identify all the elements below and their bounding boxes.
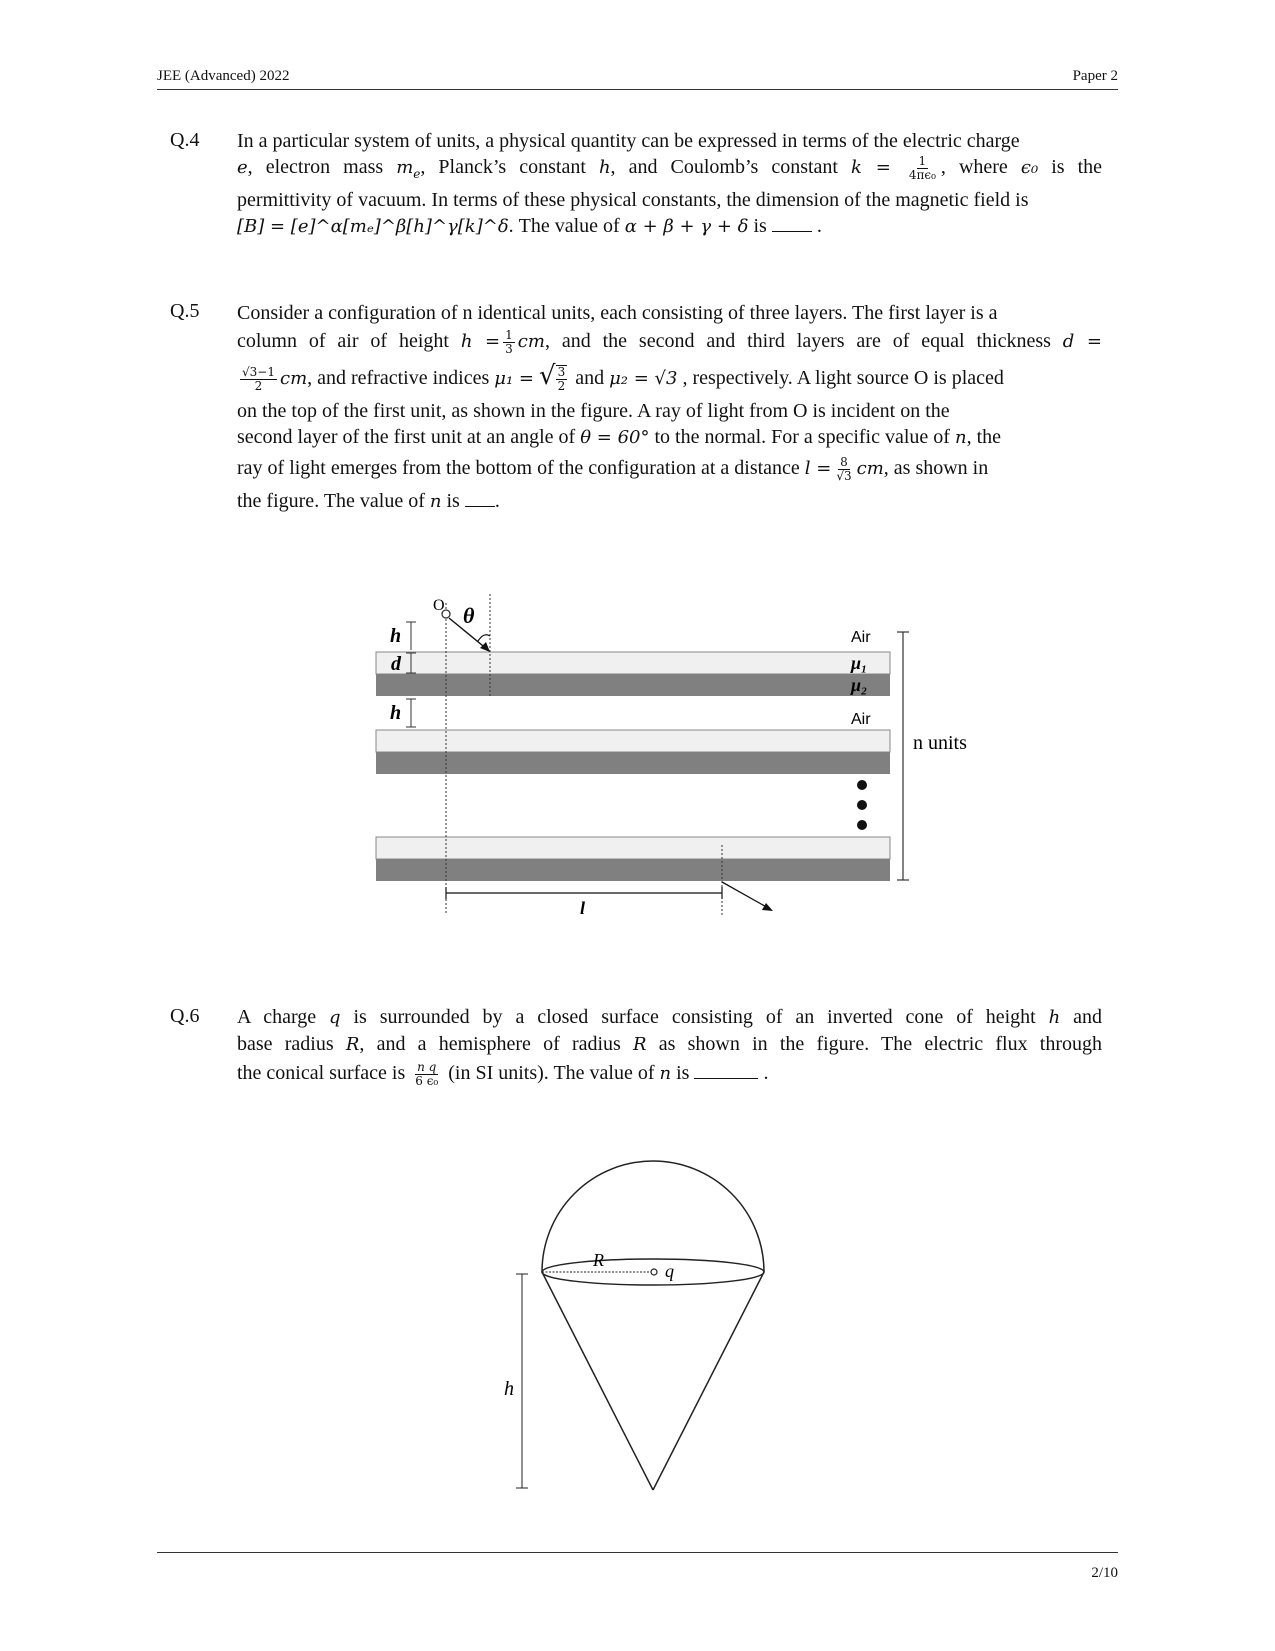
q6-number: Q.6: [170, 1005, 200, 1027]
q6-h: h: [1048, 1007, 1061, 1028]
q5-t3f: , respectively. A light source O is placed: [677, 367, 1004, 389]
q4-t2k: is the: [1038, 156, 1103, 178]
label-h1: h: [390, 625, 402, 647]
q6-flux-num: n q: [417, 1059, 437, 1074]
q5-mu2: μ₂ = √3: [609, 368, 678, 389]
q5-l: l =: [804, 458, 832, 480]
q5-cm-3: cm: [856, 458, 884, 480]
q5-t6d: , as shown in: [883, 457, 989, 480]
q5-t3b: , and refractive indices: [307, 367, 495, 389]
cone-left-edge: [542, 1272, 653, 1490]
q4-t4d: is: [748, 215, 772, 237]
q5-cm-2: cm: [279, 368, 308, 389]
q5-theta: θ = 60°: [580, 427, 650, 449]
q5-sqrt-sign: √: [539, 361, 556, 391]
q5-mu1: μ₁ =: [494, 368, 534, 389]
q4-h: h: [598, 157, 611, 178]
label-h2: h: [390, 702, 402, 724]
q6-R-1: R: [345, 1034, 360, 1055]
hemisphere-outline: [542, 1161, 764, 1272]
q5-t7a: the figure. The value of: [237, 490, 430, 513]
q5-h-den: 3: [505, 341, 513, 356]
charge-point: [651, 1269, 657, 1275]
q4-eps: ϵ₀: [1020, 157, 1039, 178]
q5-line-1: Consider a configuration of n identical units, each consisting of three layers. The first layer is a: [237, 302, 998, 324]
q5-number: Q.5: [170, 300, 200, 322]
q4-line-3: permittivity of vacuum. In terms of these physical constants, the dimension of the magnetic field is: [237, 189, 1029, 211]
q5-t2a: column of air of height: [237, 330, 461, 352]
cone-right-edge: [653, 1272, 764, 1490]
label-O: O: [433, 597, 445, 614]
q4-sum: α + β + γ + δ: [624, 216, 749, 237]
label-air-2: Air: [851, 711, 871, 728]
q5-d: d =: [1062, 331, 1102, 352]
label-l: l: [580, 898, 586, 918]
q5-l-den: √3: [836, 469, 852, 484]
label-R: R: [593, 1250, 604, 1270]
q4-t2g: , and Coulomb’s constant: [610, 156, 852, 178]
q5-t5e: , the: [966, 426, 1001, 449]
q6-t3d: is: [671, 1062, 695, 1084]
q6-t3b: (in SI units). The value of: [443, 1062, 660, 1084]
q4-t2e: , Planck’s constant: [420, 156, 599, 178]
q4-dimension-formula: [B] = [e]^α[mₑ]^β[h]^γ[k]^δ: [237, 216, 509, 237]
label-mu1: μ₁: [851, 653, 868, 673]
q5-mu1-den: 2: [557, 379, 566, 394]
q5-mu1-num: 3: [557, 365, 566, 380]
q4-k: k =: [851, 157, 891, 178]
q5-t5a: second layer of the first unit at an angle of: [237, 426, 581, 449]
q6-n: n: [659, 1063, 672, 1084]
q4-t2b: , electron mass: [247, 156, 397, 178]
q6-t3e: .: [758, 1062, 769, 1084]
q5-t3d: and: [570, 367, 610, 389]
q4-me: m: [396, 157, 414, 178]
q5-h-num: 1: [505, 327, 513, 342]
q6-t2c: , and a hemisphere of radius: [359, 1033, 634, 1055]
footer-rule: [157, 1552, 1118, 1553]
q6-t1e: and: [1060, 1006, 1102, 1028]
q6-R-2: R: [633, 1034, 647, 1055]
page-number: 2/10: [1091, 1565, 1118, 1581]
q4-k-num: 1: [918, 153, 927, 168]
label-mu2: μ₂: [851, 675, 868, 695]
q5-h: h =: [460, 331, 501, 352]
q5-t5c: to the normal. For a specific value of: [649, 426, 955, 449]
q4-me-sub: e: [413, 167, 421, 181]
q5-l-num: 8: [840, 455, 848, 470]
label-theta: θ: [463, 603, 475, 628]
label-d: d: [391, 653, 401, 675]
q6-flux-den: 6 ϵ₀: [415, 1073, 439, 1088]
exam-title: JEE (Advanced) 2022: [157, 68, 290, 84]
q4-k-den: 4πϵ₀: [908, 167, 936, 182]
q4-e: e: [237, 157, 248, 178]
q5-t7c: is: [441, 490, 465, 513]
label-air-1: Air: [851, 629, 871, 646]
q6-t2e: as shown in the figure. The electric flux through: [646, 1033, 1102, 1055]
q5-cm-1: cm: [517, 331, 545, 352]
q5-t6a: ray of light emerges from the bottom of the configuration at a distance: [237, 457, 805, 480]
q6-t1a: A charge: [237, 1006, 330, 1028]
q6-t2a: base radius: [237, 1033, 346, 1055]
q4-t2i: , where: [940, 156, 1021, 178]
q4-t4e: .: [811, 215, 822, 237]
q4-number: Q.4: [170, 129, 200, 151]
label-n-units: n units: [913, 732, 967, 754]
q5-d-num: √3−1: [242, 364, 275, 379]
label-q: q: [665, 1261, 674, 1281]
q5-n-2: n: [429, 491, 442, 513]
paper-label: Paper 2: [1072, 68, 1118, 84]
q4-line-1: In a particular system of units, a physical quantity can be expressed in terms of the electric charge: [237, 130, 1020, 152]
q5-t7d: .: [494, 490, 500, 513]
q6-q: q: [329, 1007, 341, 1028]
q5-n-1: n: [954, 427, 967, 449]
q4-t4b: . The value of: [508, 215, 625, 237]
q5-t2d: , and the second and third layers are of equal thickness: [544, 330, 1063, 352]
q6-t1c: is surrounded by a closed surface consisting of an inverted cone of height: [340, 1006, 1049, 1028]
q5-d-den: 2: [254, 378, 263, 393]
label-h: h: [504, 1378, 514, 1400]
q5-line-4: on the top of the first unit, as shown in the figure. A ray of light from O is incident on the: [237, 400, 950, 423]
q6-t3a: the conical surface is: [237, 1062, 411, 1084]
